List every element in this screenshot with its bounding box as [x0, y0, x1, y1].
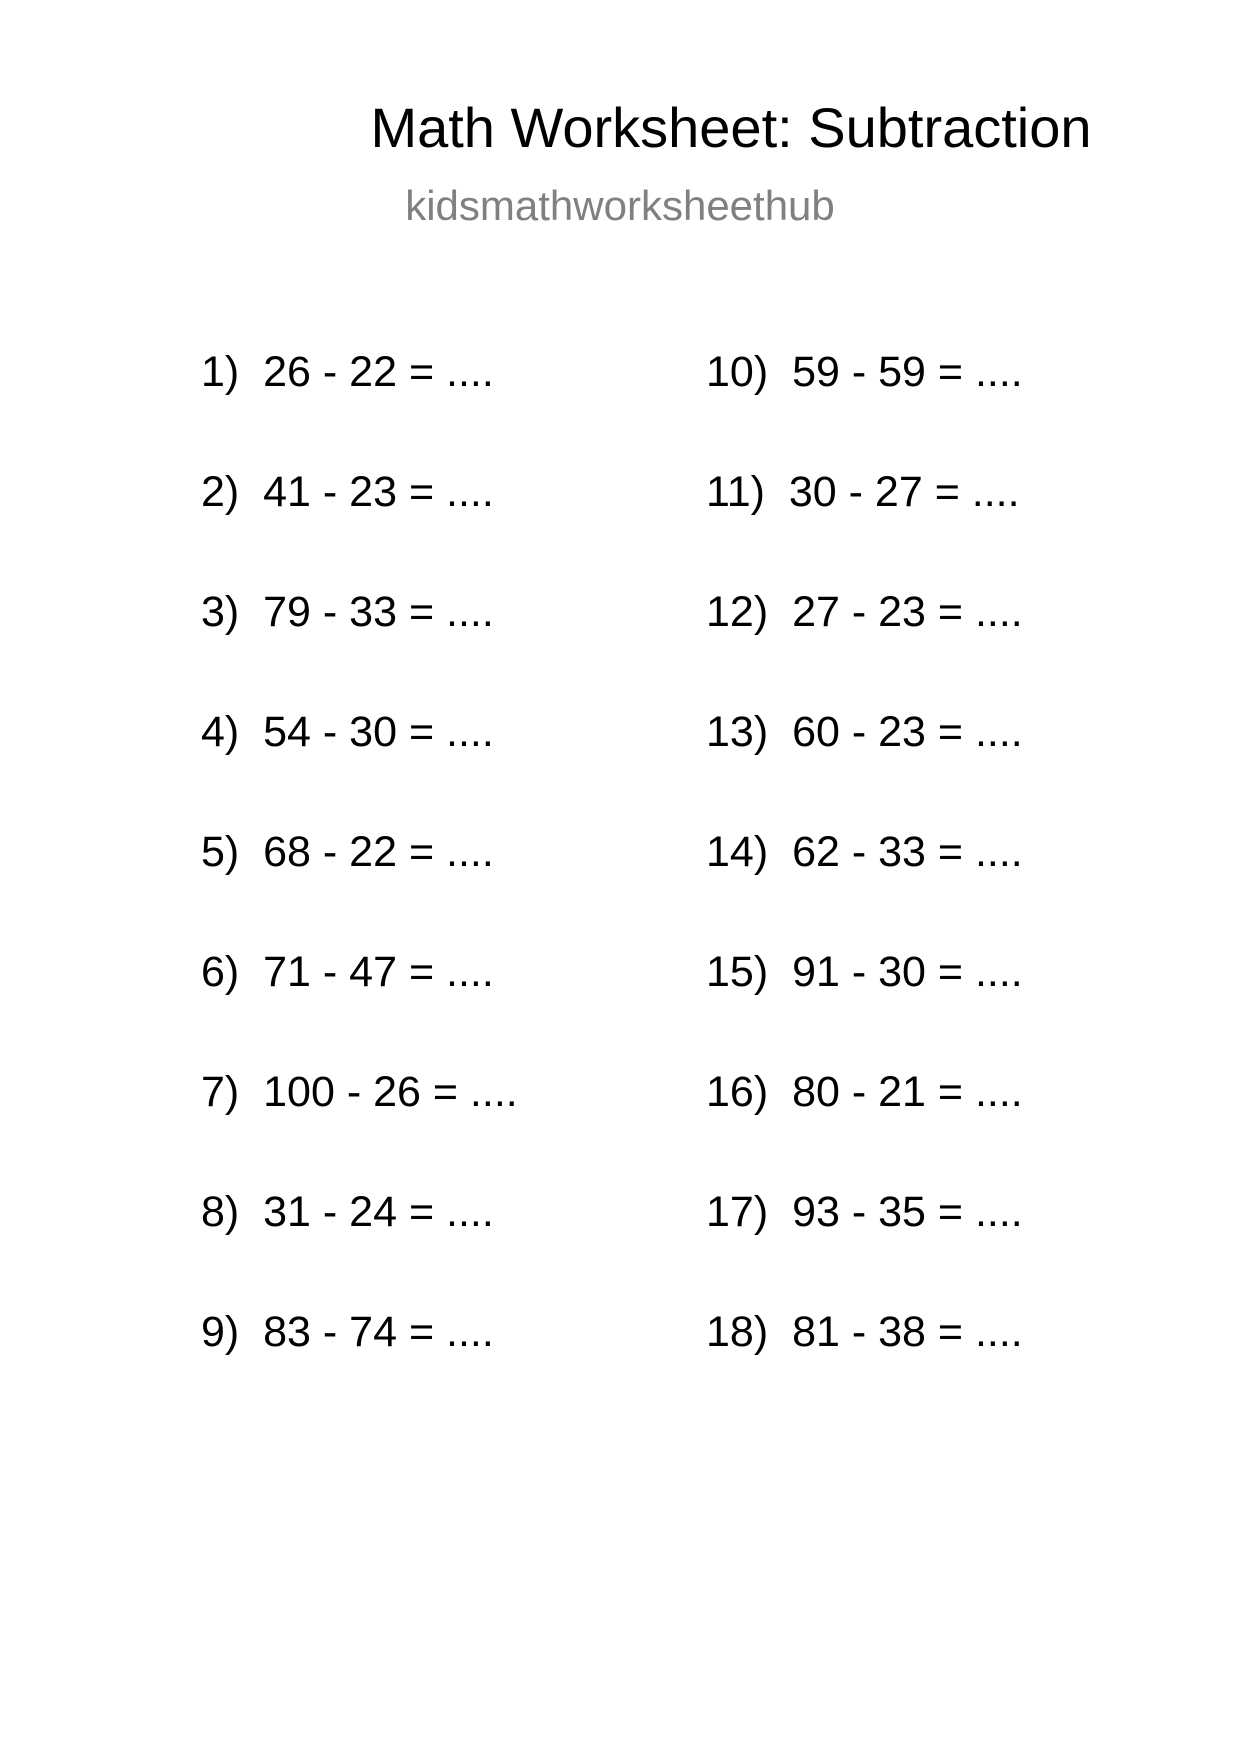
problem-expression: 80 - 21 = ....	[792, 1068, 1023, 1116]
problem-expression: 93 - 35 = ....	[792, 1188, 1023, 1236]
problem-expression: 27 - 23 = ....	[792, 588, 1023, 636]
page-title: Math Worksheet: Subtraction	[370, 96, 1092, 159]
problem-expression: 100 - 26 = ....	[263, 1068, 518, 1116]
page-subtitle: kidsmathworksheethub	[405, 182, 835, 229]
problem-expression: 31 - 24 = ....	[263, 1188, 494, 1236]
problem-number: 2)	[201, 468, 240, 516]
problem-expression: 26 - 22 = ....	[263, 348, 494, 396]
problem-item	[706, 947, 1023, 1067]
problem-item	[201, 1307, 518, 1427]
problem-expression: 41 - 23 = ....	[263, 468, 494, 516]
problems-column-left	[201, 347, 518, 1427]
problem-number: 11)	[706, 468, 765, 516]
problem-expression: 71 - 47 = ....	[263, 948, 494, 996]
problem-expression: 91 - 30 = ....	[792, 948, 1023, 996]
problem-item	[706, 347, 1023, 467]
problem-number: 12)	[706, 588, 769, 636]
problem-number: 10)	[706, 348, 769, 396]
problem-item	[201, 587, 518, 707]
problems-column-right	[706, 347, 1023, 1427]
problem-item	[201, 707, 518, 827]
problem-expression: 54 - 30 = ....	[263, 708, 494, 756]
problem-number: 7)	[201, 1068, 240, 1116]
problem-item	[201, 947, 518, 1067]
problem-number: 5)	[201, 828, 240, 876]
problem-expression: 60 - 23 = ....	[792, 708, 1023, 756]
problem-item	[201, 1187, 518, 1307]
problem-item	[201, 347, 518, 467]
problem-expression: 59 - 59 = ....	[792, 348, 1023, 396]
problem-expression: 30 - 27 = ....	[788, 468, 1020, 516]
problem-number: 1)	[201, 348, 240, 396]
problem-number: 3)	[201, 588, 240, 636]
problem-item	[201, 1067, 518, 1187]
problem-number: 8)	[201, 1188, 240, 1236]
problem-item	[706, 827, 1023, 947]
problem-expression: 68 - 22 = ....	[263, 828, 494, 876]
problem-item	[201, 827, 518, 947]
problem-number: 14)	[706, 828, 769, 876]
problem-expression: 81 - 38 = ....	[792, 1308, 1023, 1356]
problem-number: 4)	[201, 708, 240, 756]
problem-number: 16)	[706, 1068, 769, 1116]
problem-number: 6)	[201, 948, 240, 996]
problem-item	[706, 1187, 1023, 1307]
problem-expression: 83 - 74 = ....	[263, 1308, 494, 1356]
problem-number: 13)	[706, 708, 769, 756]
problem-item	[706, 1307, 1023, 1427]
problem-number: 15)	[706, 948, 769, 996]
problem-number: 18)	[706, 1308, 769, 1356]
problem-item	[706, 467, 1023, 587]
problem-expression: 79 - 33 = ....	[263, 588, 494, 636]
problem-item	[706, 587, 1023, 707]
problem-item	[706, 707, 1023, 827]
problem-expression: 62 - 33 = ....	[792, 828, 1023, 876]
problem-number: 17)	[706, 1188, 769, 1236]
problem-item	[201, 467, 518, 587]
problem-number: 9)	[201, 1308, 240, 1356]
problem-item	[706, 1067, 1023, 1187]
